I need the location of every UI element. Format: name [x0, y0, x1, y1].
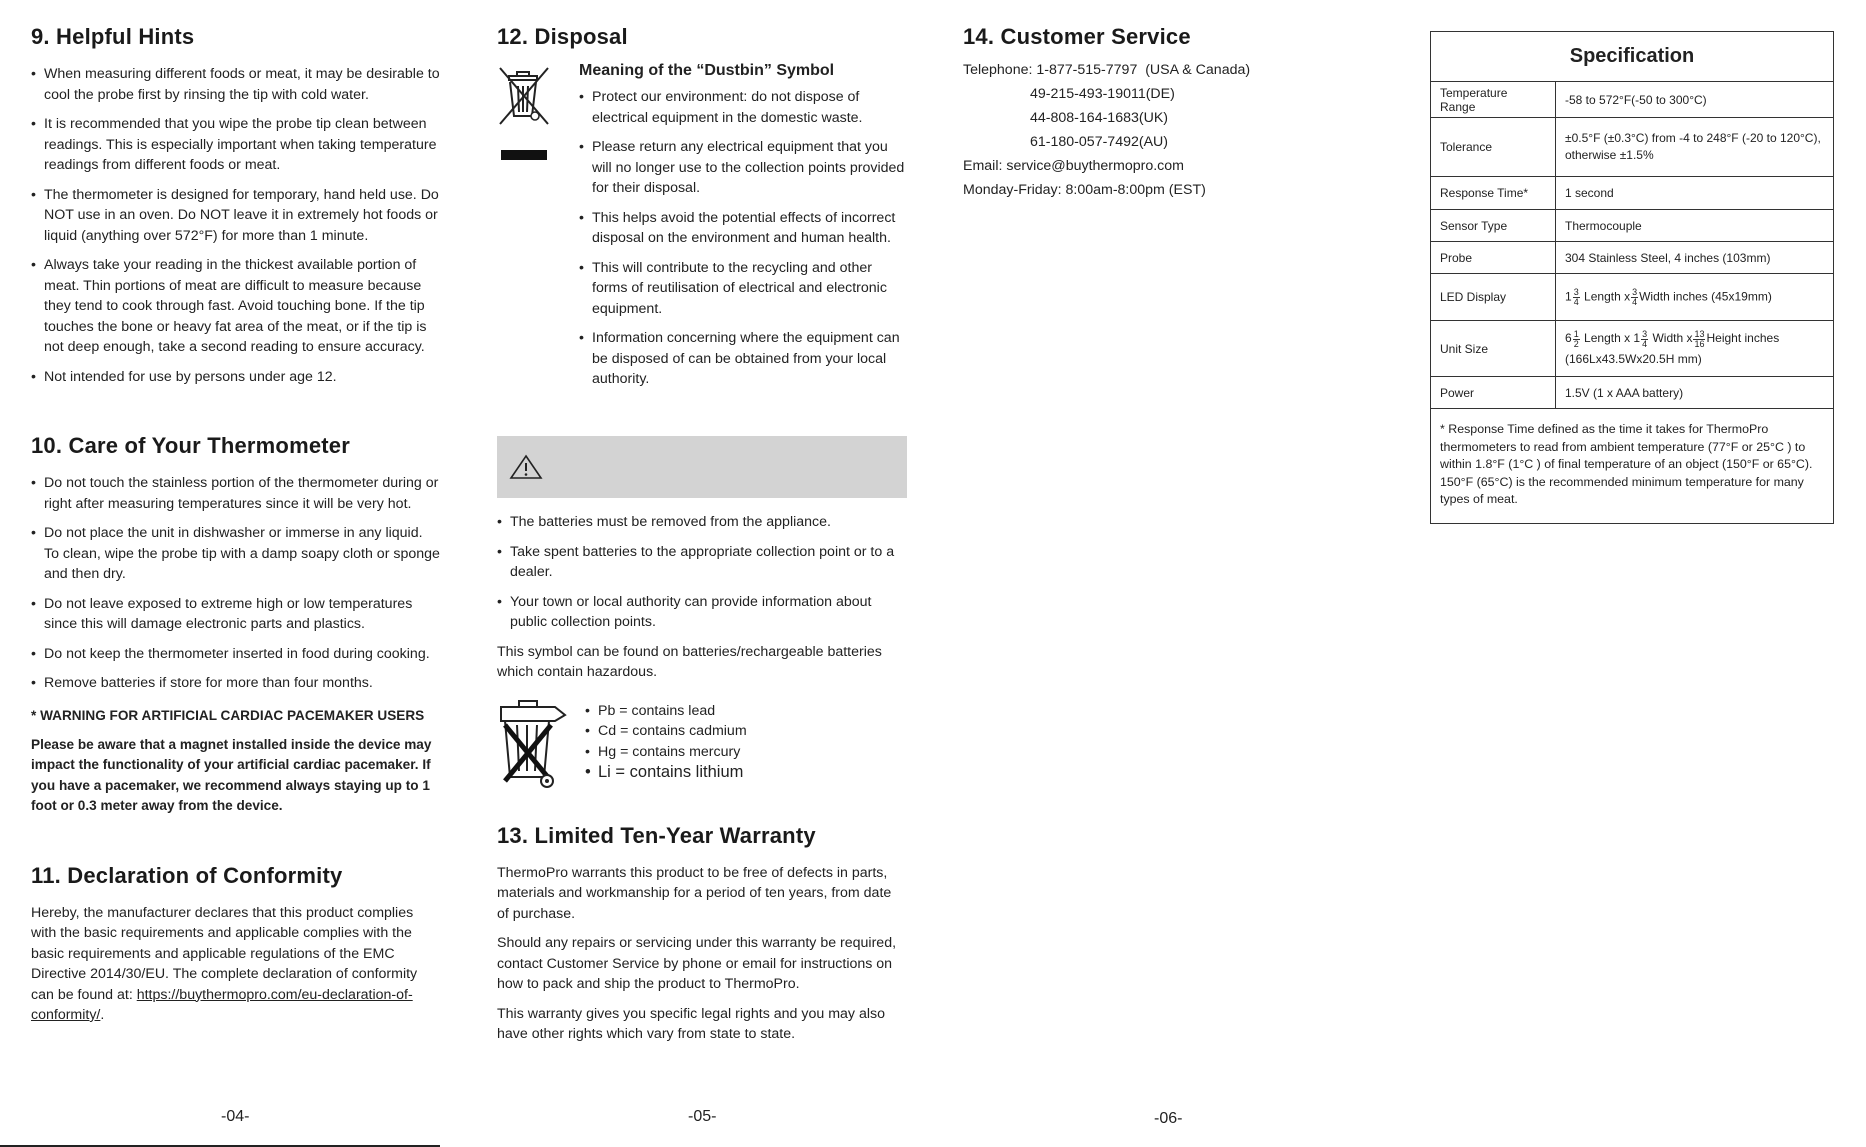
care-list	[31, 473, 441, 694]
battery-warning-banner	[497, 436, 907, 498]
symbol-text: This symbol can be found on batteries/rechargeable batteries which contain hazardous.	[497, 643, 882, 680]
crossed-bin-icon	[497, 64, 551, 162]
section-14-title: 14. Customer Service	[963, 24, 1191, 49]
list-item: • Your town or local authority can provide information about public collection points.	[497, 592, 907, 633]
led-width: Width inches (45x19mm)	[1639, 289, 1772, 304]
list-item: • Take spent batteries to the appropriate collection point or to a dealer.	[497, 542, 907, 583]
list-item: • Please return any electrical equipment that you will no longer use to the collection points provided for their disposal.	[579, 137, 909, 199]
list-item: • This will contribute to the recycling and other forms of reutilisation of electrical and electronic equipment.	[579, 258, 909, 320]
list-item: • It is recommended that you wipe the probe tip clean between readings. This is especially important when taking temperature readings from different foods or meat.	[31, 114, 441, 176]
spec-value: 1 second	[1556, 177, 1834, 210]
spec-key: LED Display	[1431, 274, 1556, 321]
warranty-para: ThermoPro warrants this product to be free of defects in parts, materials and workmanship for a period of ten years, from date of purchase.	[497, 864, 892, 922]
list-item: • Do not place the unit in dishwasher or immerse in any liquid. To clean, wipe the probe tip with a damp soapy cloth or sponge and then dry.	[31, 523, 441, 585]
phone-line: 49-215-493-19011(DE)	[963, 86, 1175, 102]
spec-value: 304 Stainless Steel, 4 inches (103mm)	[1556, 242, 1834, 274]
page-06	[963, 24, 1383, 202]
phone-line: 61-180-057-7492(AU)	[963, 134, 1169, 150]
list-item: • Do not leave exposed to extreme high or low temperatures since this will damage electronic parts and plastics.	[31, 594, 441, 635]
unit-size-mm: (166Lx43.5Wx20.5H mm)	[1565, 351, 1702, 366]
list-item: • Do not touch the stainless portion of the thermometer during or right after measuring temperatures since it will be very hot.	[31, 473, 441, 514]
table-row	[1431, 82, 1834, 118]
page-number: -04-	[221, 1108, 250, 1125]
denominator: 4	[1573, 296, 1579, 307]
unit-whole: 6	[1565, 331, 1572, 346]
helpful-hints-list	[31, 64, 441, 387]
list-item: • This helps avoid the potential effects of incorrect disposal on the environment and human health.	[579, 208, 909, 249]
spec-value	[1556, 274, 1834, 321]
spec-value: ±0.5°F (±0.3°C) from -4 to 248°F (-20 to 120°C), otherwise ±1.5%	[1556, 118, 1834, 177]
warranty-para: This warranty gives you specific legal rights and you may also have other rights which vary from state to state.	[497, 1005, 885, 1042]
list-item: • Cd = contains cadmium	[585, 721, 747, 742]
spec-key: Tolerance	[1431, 118, 1556, 177]
specification-panel	[1430, 31, 1834, 524]
spec-key: Unit Size	[1431, 321, 1556, 377]
fraction	[1641, 330, 1648, 349]
unit-length: Length x 1	[1584, 331, 1641, 346]
denominator: 4	[1632, 296, 1638, 307]
list-item: • The thermometer is designed for temporary, hand held use. Do NOT use in an oven. Do NOT leave it in extremely hot foods or liquid (anything over 572°F) for more than 1 minute.	[31, 185, 441, 247]
list-item: • Remove batteries if store for more than four months.	[31, 673, 441, 694]
spec-key: Power	[1431, 377, 1556, 409]
pacemaker-warning-title: * WARNING FOR ARTIFICIAL CARDIAC PACEMAKER USERS	[31, 707, 425, 723]
dustbin-section	[497, 64, 907, 436]
email-line[interactable]: Email: service@buythermopro.com	[963, 158, 1184, 174]
section-13-title: 13. Limited Ten-Year Warranty	[497, 822, 816, 848]
table-row	[1431, 242, 1834, 274]
dustbin-list	[579, 87, 909, 390]
table-row	[1431, 210, 1834, 242]
denominator: 2	[1573, 338, 1579, 349]
unit-height: Height inches	[1706, 331, 1780, 346]
page-number: -05-	[688, 1108, 717, 1125]
phone-line: Telephone: 1-877-515-7797 (USA & Canada)	[963, 62, 1251, 78]
section-11-title: 11. Declaration of Conformity	[31, 862, 343, 888]
fraction	[1573, 288, 1580, 307]
spec-key: Sensor Type	[1431, 210, 1556, 242]
denominator: 4	[1642, 338, 1648, 349]
hours-line: Monday-Friday: 8:00am-8:00pm (EST)	[963, 182, 1206, 198]
list-item: • Always take your reading in the thickest available portion of meat. Thin portions of meat are difficult to measure because they tend to cook through fast. Avoid touching bone. If the tip touches the bone or heavy fat area of the meat, or if the tip is not deep enough, take a second reading to ensure accuracy.	[31, 255, 441, 358]
fraction	[1693, 330, 1705, 349]
unit-size-inches	[1565, 328, 1824, 348]
numerator: 1	[1573, 328, 1579, 339]
dustbin-title: Meaning of the “Dustbin” Symbol	[579, 62, 835, 79]
spec-value: 1.5V (1 x AAA battery)	[1556, 377, 1834, 409]
chemical-list	[585, 701, 747, 783]
led-whole: 1	[1565, 289, 1572, 304]
response-time-note: * Response Time defined as the time it takes for ThermoPro thermometers to read from ambient temperature (77°F or 25°C ) to within 1.8°F (1°C ) of final temperature of an object (150°F or 65°C). 150°F (65°C) is the recommended minimum temperature for many types of meat.	[1431, 409, 1834, 524]
spec-key: Temperature Range	[1431, 82, 1556, 118]
list-item: • Not intended for use by persons under age 12.	[31, 367, 441, 388]
numerator: 13	[1694, 328, 1705, 339]
numerator: 3	[1632, 286, 1638, 297]
page-number: -06-	[1154, 1110, 1183, 1127]
warning-triangle-icon	[509, 454, 543, 480]
unit-width: Width x	[1652, 331, 1693, 346]
list-item: • Protect our environment: do not dispose of electrical equipment in the domestic waste.	[579, 87, 909, 128]
list-item: • Pb = contains lead	[585, 701, 747, 722]
table-row	[1431, 321, 1834, 377]
list-item: • Li = contains lithium	[585, 762, 747, 783]
phone-line: 44-808-164-1683(UK)	[963, 110, 1169, 126]
fraction	[1573, 330, 1580, 349]
denominator: 16	[1694, 338, 1705, 349]
pacemaker-warning-body: Please be aware that a magnet installed inside the device may impact the functionality of your artificial cardiac pacemaker. If you have a pacemaker, we recommend always staying up to 1 foot or 0.3 meter away from the device.	[31, 736, 432, 813]
conformity-text	[31, 903, 441, 1026]
list-item: • Information concerning where the equipment can be disposed of can be obtained from your local authority.	[579, 328, 909, 390]
list-item: • The batteries must be removed from the appliance.	[497, 512, 907, 533]
list-item: • When measuring different foods or meat, it may be desirable to cool the probe first by rinsing the tip with cold water.	[31, 64, 441, 105]
numerator: 3	[1642, 328, 1648, 339]
section-9-title: 9. Helpful Hints	[31, 24, 195, 49]
spec-value	[1556, 321, 1834, 377]
dustbin-text	[579, 64, 909, 399]
contact-block	[963, 58, 1383, 202]
conformity-link-suffix: .	[100, 1007, 105, 1023]
table-row	[1431, 274, 1834, 321]
crossed-battery-bin-icon	[497, 699, 567, 789]
page-05	[497, 24, 907, 1054]
battery-list	[497, 512, 907, 633]
list-item: • Do not keep the thermometer inserted in food during cooking.	[31, 644, 441, 665]
conformity-body: Hereby, the manufacturer declares that this product complies with the basic requirements and applicable complies with the basic requirements and applicable regulations of the EMC Directive 2014/30/EU. The complete declaration of conformity can be found at:	[31, 904, 418, 1003]
spec-key: Probe	[1431, 242, 1556, 274]
table-row	[1431, 118, 1834, 177]
conformity-link[interactable]: https://buythermopro.com/eu-declaration-of-conformity/	[31, 986, 413, 1023]
specification-table	[1430, 31, 1834, 524]
spec-value: Thermocouple	[1556, 210, 1834, 242]
numerator: 3	[1573, 286, 1579, 297]
led-length: Length x	[1584, 289, 1631, 304]
table-row	[1431, 409, 1834, 524]
list-item: • Hg = contains mercury	[585, 742, 747, 763]
warranty-para: Should any repairs or servicing under this warranty be required, contact Customer Service by phone or email for instructions on how to pack and ship the product to ThermoPro.	[497, 935, 897, 992]
battery-symbol-row	[497, 699, 907, 799]
table-row	[1431, 177, 1834, 210]
section-10-title: 10. Care of Your Thermometer	[31, 433, 350, 458]
fraction	[1631, 288, 1638, 307]
spec-value: -58 to 572°F(-50 to 300°C)	[1556, 82, 1834, 118]
table-row	[1431, 377, 1834, 409]
spec-key: Response Time*	[1431, 177, 1556, 210]
section-12-title: 12. Disposal	[497, 24, 628, 49]
page-04	[31, 24, 441, 1026]
spec-title: Specification	[1431, 32, 1834, 82]
